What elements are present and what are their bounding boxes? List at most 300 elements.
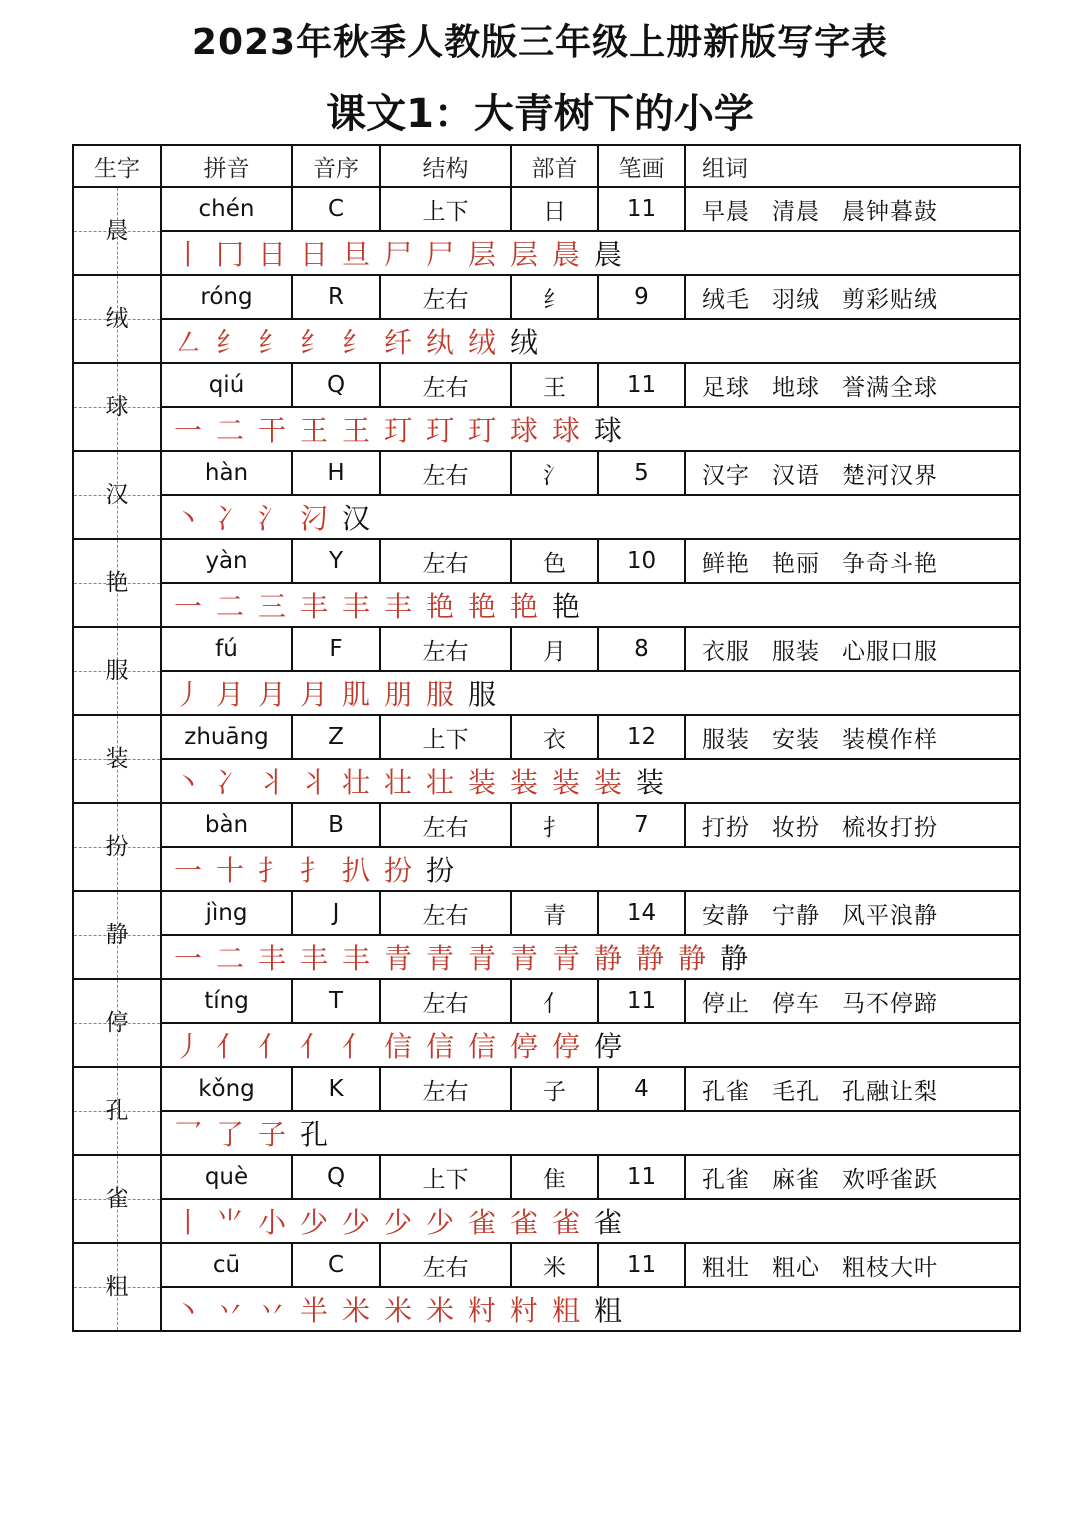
words-cell <box>685 187 1020 231</box>
character-glyph: 静 <box>105 921 129 948</box>
stroke-step: 艳 <box>510 590 539 623</box>
stroke-order-row <box>73 583 1020 627</box>
stroke-order-cell <box>161 935 1020 979</box>
pinyin-cell: fú <box>161 627 292 671</box>
stroke-step: 丰 <box>342 942 371 975</box>
character-glyph: 扮 <box>105 833 129 860</box>
stroke-count-cell: 5 <box>598 451 685 495</box>
character-info-row <box>73 539 1020 583</box>
stroke-order-row <box>73 231 1020 275</box>
initial-cell: F <box>292 627 380 671</box>
stroke-step: 服 <box>426 678 455 711</box>
structure-cell: 左右 <box>380 363 511 407</box>
stroke-step: 了 <box>216 1118 245 1151</box>
radical-cell: 子 <box>511 1067 598 1111</box>
stroke-step: 亻 <box>342 1030 371 1063</box>
word-item: 绒毛 <box>702 286 750 313</box>
stroke-step: 扮 <box>426 854 455 887</box>
character-info-row <box>73 803 1020 847</box>
stroke-step: 球 <box>510 414 539 447</box>
pinyin-cell: bàn <box>161 803 292 847</box>
radical-cell: 月 <box>511 627 598 671</box>
word-item: 心服口服 <box>842 638 938 665</box>
stroke-order-cell <box>161 847 1020 891</box>
character-info-row <box>73 1155 1020 1199</box>
pinyin-cell: chén <box>161 187 292 231</box>
word-item: 孔雀 <box>702 1166 750 1193</box>
pinyin-cell: yàn <box>161 539 292 583</box>
stroke-step: 丬 <box>300 766 329 799</box>
word-item: 鲜艳 <box>702 550 750 577</box>
stroke-step: ⺌ <box>216 1206 245 1239</box>
stroke-step: 雀 <box>552 1206 581 1239</box>
stroke-step: 扌 <box>258 854 287 887</box>
stroke-count-cell: 9 <box>598 275 685 319</box>
stroke-step: 日 <box>258 238 287 271</box>
structure-cell: 上下 <box>380 187 511 231</box>
stroke-step: 装 <box>594 766 623 799</box>
stroke-step: 籿 <box>510 1294 539 1327</box>
pinyin-cell: hàn <box>161 451 292 495</box>
word-item: 地球 <box>772 374 820 401</box>
stroke-step: 少 <box>384 1206 413 1239</box>
pinyin-cell: cū <box>161 1243 292 1287</box>
stroke-step: 艳 <box>552 590 581 623</box>
stroke-step: 信 <box>468 1030 497 1063</box>
character-info-row <box>73 627 1020 671</box>
stroke-step: 青 <box>510 942 539 975</box>
structure-cell: 左右 <box>380 451 511 495</box>
word-item: 毛孔 <box>772 1078 820 1105</box>
structure-cell: 左右 <box>380 979 511 1023</box>
header-structure: 结构 <box>380 145 511 187</box>
stroke-order-row <box>73 1023 1020 1067</box>
stroke-order-cell <box>161 319 1020 363</box>
stroke-step: 子 <box>258 1118 287 1151</box>
word-item: 清晨 <box>772 198 820 225</box>
stroke-step: 二 <box>216 414 245 447</box>
stroke-step: 丶 <box>174 502 203 535</box>
stroke-step: 一 <box>174 590 203 623</box>
stroke-step: 王 <box>342 414 371 447</box>
stroke-step: 装 <box>552 766 581 799</box>
character-cell <box>73 539 161 627</box>
word-item: 晨钟暮鼓 <box>842 198 938 225</box>
stroke-step: 亻 <box>258 1030 287 1063</box>
word-item: 停车 <box>772 990 820 1017</box>
stroke-step: 玎 <box>468 414 497 447</box>
stroke-order-cell <box>161 1199 1020 1243</box>
pinyin-cell: zhuāng <box>161 715 292 759</box>
stroke-step: 丷 <box>258 1294 287 1327</box>
stroke-step: 丶 <box>174 766 203 799</box>
radical-cell: 纟 <box>511 275 598 319</box>
words-cell <box>685 627 1020 671</box>
stroke-step: 壮 <box>384 766 413 799</box>
stroke-step: 丨 <box>174 238 203 271</box>
initial-cell: C <box>292 1243 380 1287</box>
word-item: 安静 <box>702 902 750 929</box>
stroke-step: 月 <box>216 678 245 711</box>
stroke-step: 丬 <box>258 766 287 799</box>
stroke-order-row <box>73 1111 1020 1155</box>
pinyin-cell: què <box>161 1155 292 1199</box>
stroke-step: 静 <box>678 942 707 975</box>
stroke-step: 米 <box>342 1294 371 1327</box>
stroke-step: 冫 <box>216 766 245 799</box>
word-item: 梳妆打扮 <box>842 814 938 841</box>
stroke-order-cell <box>161 1287 1020 1331</box>
initial-cell: T <box>292 979 380 1023</box>
stroke-step: 静 <box>720 942 749 975</box>
stroke-step: 扮 <box>384 854 413 887</box>
stroke-step: 米 <box>384 1294 413 1327</box>
stroke-step: 一 <box>174 942 203 975</box>
stroke-step: 冫 <box>216 502 245 535</box>
stroke-order-cell <box>161 495 1020 539</box>
stroke-step: 米 <box>426 1294 455 1327</box>
word-item: 宁静 <box>772 902 820 929</box>
radical-cell: 氵 <box>511 451 598 495</box>
stroke-step: 月 <box>300 678 329 711</box>
stroke-order-cell <box>161 1023 1020 1067</box>
character-info-row <box>73 275 1020 319</box>
words-cell <box>685 715 1020 759</box>
stroke-step: 晨 <box>552 238 581 271</box>
structure-cell: 左右 <box>380 275 511 319</box>
stroke-order-row <box>73 671 1020 715</box>
stroke-order-row <box>73 407 1020 451</box>
stroke-step: 青 <box>384 942 413 975</box>
stroke-step: 纟 <box>342 326 371 359</box>
stroke-count-cell: 12 <box>598 715 685 759</box>
stroke-step: 尸 <box>426 238 455 271</box>
word-item: 麻雀 <box>772 1166 820 1193</box>
stroke-order-cell <box>161 1111 1020 1155</box>
character-info-row <box>73 891 1020 935</box>
pinyin-cell: róng <box>161 275 292 319</box>
initial-cell: R <box>292 275 380 319</box>
stroke-step: 球 <box>552 414 581 447</box>
stroke-step: 壮 <box>426 766 455 799</box>
stroke-step: 少 <box>300 1206 329 1239</box>
structure-cell: 左右 <box>380 803 511 847</box>
character-glyph: 球 <box>105 393 129 420</box>
stroke-step: 孔 <box>300 1118 329 1151</box>
stroke-step: 旦 <box>342 238 371 271</box>
stroke-step: 丰 <box>384 590 413 623</box>
header-char: 生字 <box>73 145 161 187</box>
stroke-step: 月 <box>258 678 287 711</box>
character-info-row <box>73 451 1020 495</box>
structure-cell: 上下 <box>380 1155 511 1199</box>
stroke-step: 丰 <box>258 942 287 975</box>
structure-cell: 左右 <box>380 1243 511 1287</box>
word-item: 汉字 <box>702 462 750 489</box>
stroke-count-cell: 11 <box>598 979 685 1023</box>
word-item: 孔融让梨 <box>842 1078 938 1105</box>
stroke-step: 纨 <box>426 326 455 359</box>
character-cell <box>73 1155 161 1243</box>
character-cell <box>73 451 161 539</box>
header-pinyin: 拼音 <box>161 145 292 187</box>
stroke-step: 服 <box>468 678 497 711</box>
words-cell <box>685 1067 1020 1111</box>
table-header-row <box>73 145 1020 187</box>
word-item: 装模作样 <box>842 726 938 753</box>
stroke-step: 尸 <box>384 238 413 271</box>
stroke-step: 层 <box>510 238 539 271</box>
stroke-step: 静 <box>594 942 623 975</box>
stroke-count-cell: 11 <box>598 363 685 407</box>
initial-cell: Q <box>292 1155 380 1199</box>
stroke-order-cell <box>161 759 1020 803</box>
word-item: 争奇斗艳 <box>842 550 938 577</box>
word-item: 剪彩贴绒 <box>842 286 938 313</box>
stroke-step: 玎 <box>384 414 413 447</box>
word-item: 衣服 <box>702 638 750 665</box>
radical-cell: 衣 <box>511 715 598 759</box>
stroke-step: 干 <box>258 414 287 447</box>
structure-cell: 左右 <box>380 627 511 671</box>
stroke-count-cell: 4 <box>598 1067 685 1111</box>
stroke-step: 雀 <box>468 1206 497 1239</box>
stroke-step: 艳 <box>426 590 455 623</box>
stroke-step: 粗 <box>552 1294 581 1327</box>
pinyin-cell: qiú <box>161 363 292 407</box>
stroke-step: 少 <box>426 1206 455 1239</box>
word-item: 誉满全球 <box>842 374 938 401</box>
stroke-order-cell <box>161 671 1020 715</box>
initial-cell: C <box>292 187 380 231</box>
words-cell <box>685 275 1020 319</box>
stroke-order-row <box>73 935 1020 979</box>
character-cell <box>73 1243 161 1331</box>
stroke-order-row <box>73 1199 1020 1243</box>
stroke-step: 汉 <box>342 502 371 535</box>
character-cell <box>73 627 161 715</box>
words-cell <box>685 363 1020 407</box>
character-glyph: 艳 <box>105 569 129 596</box>
words-cell <box>685 891 1020 935</box>
initial-cell: J <box>292 891 380 935</box>
character-glyph: 停 <box>105 1009 129 1036</box>
stroke-step: 冂 <box>216 238 245 271</box>
stroke-step: 球 <box>594 414 623 447</box>
stroke-step: 绒 <box>510 326 539 359</box>
stroke-order-cell <box>161 583 1020 627</box>
stroke-count-cell: 14 <box>598 891 685 935</box>
stroke-order-row <box>73 759 1020 803</box>
stroke-step: 晨 <box>594 238 623 271</box>
word-item: 欢呼雀跃 <box>842 1166 938 1193</box>
words-cell <box>685 1155 1020 1199</box>
words-cell <box>685 451 1020 495</box>
stroke-step: 扒 <box>342 854 371 887</box>
stroke-order-cell <box>161 231 1020 275</box>
character-info-row <box>73 715 1020 759</box>
lesson-title: 课文1：大青树下的小学 <box>326 91 754 137</box>
stroke-step: 青 <box>468 942 497 975</box>
stroke-count-cell: 7 <box>598 803 685 847</box>
stroke-step: 青 <box>426 942 455 975</box>
word-item: 妆扮 <box>772 814 820 841</box>
stroke-step: 装 <box>636 766 665 799</box>
stroke-step: 信 <box>384 1030 413 1063</box>
radical-cell: 亻 <box>511 979 598 1023</box>
word-item: 粗枝大叶 <box>842 1254 938 1281</box>
stroke-order-row <box>73 319 1020 363</box>
stroke-step: 丿 <box>174 678 203 711</box>
page-title: 2023年秋季人教版三年级上册新版写字表 <box>191 22 889 63</box>
stroke-step: 丰 <box>300 590 329 623</box>
character-table <box>72 144 1021 1332</box>
header-words: 组词 <box>685 145 1020 187</box>
character-cell <box>73 891 161 979</box>
stroke-step: 绒 <box>468 326 497 359</box>
stroke-step: 十 <box>216 854 245 887</box>
structure-cell: 左右 <box>380 539 511 583</box>
stroke-step: 丷 <box>216 1294 245 1327</box>
character-info-row <box>73 979 1020 1023</box>
initial-cell: B <box>292 803 380 847</box>
character-cell <box>73 803 161 891</box>
stroke-step: 少 <box>342 1206 371 1239</box>
character-glyph: 服 <box>105 657 129 684</box>
words-cell <box>685 539 1020 583</box>
words-cell <box>685 1243 1020 1287</box>
character-cell <box>73 979 161 1067</box>
stroke-step: 纟 <box>216 326 245 359</box>
word-item: 孔雀 <box>702 1078 750 1105</box>
stroke-step: 丶 <box>174 1294 203 1327</box>
stroke-step: 停 <box>552 1030 581 1063</box>
stroke-step: 日 <box>300 238 329 271</box>
stroke-step: 艳 <box>468 590 497 623</box>
stroke-step: 汈 <box>300 502 329 535</box>
word-item: 打扮 <box>702 814 750 841</box>
radical-cell: 王 <box>511 363 598 407</box>
stroke-step: 三 <box>258 590 287 623</box>
stroke-step: 扌 <box>300 854 329 887</box>
stroke-step: 纟 <box>300 326 329 359</box>
pinyin-cell: jìng <box>161 891 292 935</box>
stroke-count-cell: 11 <box>598 1155 685 1199</box>
character-info-row <box>73 1243 1020 1287</box>
radical-cell: 扌 <box>511 803 598 847</box>
character-glyph: 汉 <box>105 481 129 508</box>
initial-cell: H <box>292 451 380 495</box>
word-item: 羽绒 <box>772 286 820 313</box>
stroke-count-cell: 10 <box>598 539 685 583</box>
stroke-step: 王 <box>300 414 329 447</box>
stroke-step: 粗 <box>594 1294 623 1327</box>
word-item: 早晨 <box>702 198 750 225</box>
word-item: 风平浪静 <box>842 902 938 929</box>
stroke-step: 小 <box>258 1206 287 1239</box>
radical-cell: 色 <box>511 539 598 583</box>
stroke-step: 亻 <box>300 1030 329 1063</box>
structure-cell: 左右 <box>380 891 511 935</box>
stroke-step: 静 <box>636 942 665 975</box>
character-glyph: 雀 <box>105 1185 129 1212</box>
stroke-step: 氵 <box>258 502 287 535</box>
radical-cell: 隹 <box>511 1155 598 1199</box>
pinyin-cell: tíng <box>161 979 292 1023</box>
word-item: 足球 <box>702 374 750 401</box>
character-glyph: 孔 <box>105 1097 129 1124</box>
stroke-count-cell: 8 <box>598 627 685 671</box>
stroke-step: 纤 <box>384 326 413 359</box>
stroke-step: 信 <box>426 1030 455 1063</box>
character-cell <box>73 187 161 275</box>
stroke-step: 一 <box>174 414 203 447</box>
initial-cell: Q <box>292 363 380 407</box>
header-order: 音序 <box>292 145 380 187</box>
character-glyph: 粗 <box>105 1273 129 1300</box>
stroke-step: 半 <box>300 1294 329 1327</box>
stroke-step: 二 <box>216 590 245 623</box>
word-item: 服装 <box>702 726 750 753</box>
initial-cell: Y <box>292 539 380 583</box>
stroke-step: 雀 <box>594 1206 623 1239</box>
stroke-order-row <box>73 495 1020 539</box>
words-cell <box>685 979 1020 1023</box>
word-item: 马不停蹄 <box>842 990 938 1017</box>
word-item: 粗壮 <box>702 1254 750 1281</box>
stroke-count-cell: 11 <box>598 1243 685 1287</box>
character-glyph: 晨 <box>105 217 129 244</box>
radical-cell: 青 <box>511 891 598 935</box>
stroke-step: 一 <box>174 854 203 887</box>
initial-cell: Z <box>292 715 380 759</box>
words-cell <box>685 803 1020 847</box>
stroke-step: 玎 <box>426 414 455 447</box>
pinyin-cell: kǒng <box>161 1067 292 1111</box>
word-item: 安装 <box>772 726 820 753</box>
initial-cell: K <box>292 1067 380 1111</box>
stroke-step: 籿 <box>468 1294 497 1327</box>
stroke-step: 丰 <box>300 942 329 975</box>
stroke-step: 丨 <box>174 1206 203 1239</box>
stroke-step: 壮 <box>342 766 371 799</box>
word-item: 服装 <box>772 638 820 665</box>
character-glyph: 装 <box>105 745 129 772</box>
radical-cell: 日 <box>511 187 598 231</box>
stroke-count-cell: 11 <box>598 187 685 231</box>
stroke-step: 乛 <box>174 1118 203 1151</box>
character-info-row <box>73 363 1020 407</box>
character-info-row <box>73 187 1020 231</box>
stroke-step: 装 <box>468 766 497 799</box>
header-radical: 部首 <box>511 145 598 187</box>
word-item: 艳丽 <box>772 550 820 577</box>
word-item: 汉语 <box>772 462 820 489</box>
header-strokes: 笔画 <box>598 145 685 187</box>
stroke-step: ㇜ <box>174 326 203 359</box>
word-item: 楚河汉界 <box>842 462 938 489</box>
stroke-step: 丿 <box>174 1030 203 1063</box>
word-item: 粗心 <box>772 1254 820 1281</box>
radical-cell: 米 <box>511 1243 598 1287</box>
stroke-step: 停 <box>510 1030 539 1063</box>
stroke-step: 装 <box>510 766 539 799</box>
stroke-step: 青 <box>552 942 581 975</box>
character-cell <box>73 275 161 363</box>
character-glyph: 绒 <box>105 305 129 332</box>
character-cell <box>73 363 161 451</box>
stroke-step: 纟 <box>258 326 287 359</box>
